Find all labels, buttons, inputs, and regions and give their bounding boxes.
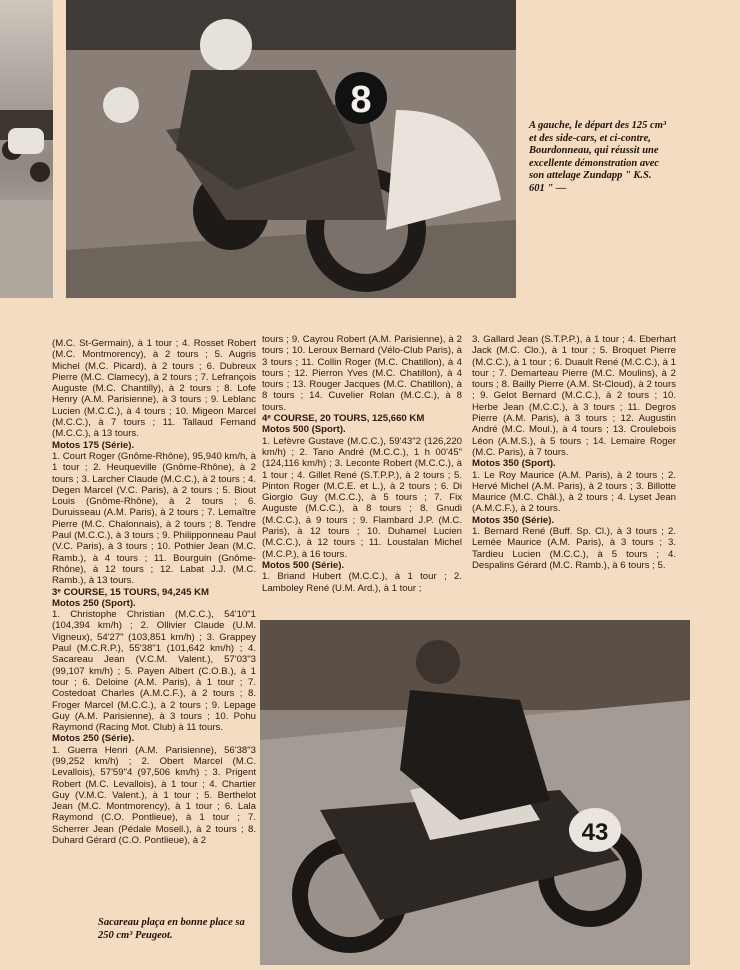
race-heading: 4ᵉ COURSE, 20 TOURS, 125,660 KM [262,413,425,425]
category-heading: Motos 500 (Série). [262,559,345,571]
race-number-8: 8 [350,79,372,121]
results-column-1 [52,338,256,846]
results-paragraph: 1. Christophe Christian (M.C.C.), 54'10"1 (104,394 km/h) ; 2. Ollivier Claude (U.M. Vigneux), 54'27" (103,851 km/h) ; 3. Grappey Paul (M.C.R.P.), 55'38"1 (101,642 km/h) ; 4. Sacareau Jean (V.C.M. Valent.), 57'03"3 (99,107 km/h) ; 5. Payen Albert (C.O.B.), à 1 tour ; 6. Deloine (A.M. Paris), à 1 tour ; 7. Costedoat Charles (A.M.C.F.), à 2 tours ; 8. Froger Marcel (M.C.C.), à 2 tours ; 9. Lepage Guy (A.M. Parisienne), à 3 tours ; 10. Pohu Raymond (Racing Mot. Club) à 11 tours. [52,609,256,734]
results-paragraph: 1. Le Roy Maurice (A.M. Paris), à 2 tours ; 2. Hervé Michel (A.M. Paris), à 2 tours ; 3. Billotte Maurice (M.C. Châl.), à 2 tours ; 4. Lyset Jean (A.M.C.F.), à 2 tours. [472,469,676,515]
results-column-2 [262,334,462,594]
results-paragraph: tours ; 9. Cayrou Robert (A.M. Parisienne), à 2 tours ; 10. Leroux Bernard (Vélo-Club Paris), à 3 tours ; 11. Collin Roger (M.C. Chatillon), à 4 tours ; 12. Pierron Yves (M.C. Chatillon), à 4 tours ; 13. Rouger Jacques (M.C. Chatillon), à 8 tours ; 14. Cuvelier Rolan (M.C.C.), à 8 tours. [262,334,462,413]
photo-sacareau-peugeot [260,620,690,965]
results-paragraph: 1. Court Roger (Gnôme-Rhône), 95,940 km/h, à 1 tour ; 2. Heuqueville (Gnôme-Rhône), à 2 tours ; 3. Larcher Claude (M.C.C.), à 2 tours ; 4. Degen Marcel (V.C. Paris), à 2 tours ; 5. Biout Louis (Gnôme-Rhône), à 2 tours ; 6. Duruisseau (A.M. Paris), à 2 tours ; 7. Lemaître Pierre (M.C. Chalonnais), à 2 tours ; 8. Tendre Paul (M.C.C.), à 3 tours ; 9. Philipponneau Paul (V.C. Paris), à 3 tours ; 10. Pothier Jean (M.C. Ramb.), à 4 tours ; 11. Bourguin (Gnôme-Rhône), à 12 tours ; 12. Labat J.J. (M.C. Ramb.), à 13 tours. [52,450,256,587]
results-paragraph: 1. Guerra Henri (A.M. Parisienne), 56'38"3 (99,252 km/h) ; 2. Obert Marcel (M.C. Levallois), 57'59"4 (97,506 km/h) ; 3. Prigent Robert (M.C. Levallois), à 1 tour ; 4. Chartier Guy (V.M.C. Valent.), à 1 tour ; 5. Berthelot Jean (M.C. Montmorency), à 1 tour ; 6. Lala Raymond (C.O. Pontlieue), à 1 tour ; 7. Scherrer Jean (Pédale Mosell.), à 2 tours ; 8. Duhard Gérard (C.O. Pontlieue), à 2 [52,744,256,847]
results-paragraph: 1. Bernard René (Buff. Sp. Cl.), à 3 tours ; 2. Lemée Maurice (A.M. Paris), à 3 tours ; 3. Tardieu Lucien (M.C.C.), à 5 tours ; 4. Despalins Gérard (M.C. Ramb.), à 6 tours ; 5. [472,526,676,571]
category-heading: Motos 175 (Série). [52,439,135,451]
category-heading: Motos 250 (Série). [52,733,135,745]
results-column-3 [472,334,676,571]
caption-sidecar: A gauche, le départ des 125 cm³ et des side-cars, et ci-contre, Bourdonneau, qui réussit une excellente démonstration avec son attelage Zundapp " K.S. 601 " — [529,120,667,194]
race-number-43: 43 [581,819,609,846]
results-paragraph: 3. Gallard Jean (S.T.P.P.), à 1 tour ; 4. Eberhart Jack (M.C. Clo.), à 1 tour ; 5. Broquet Pierre (M.C.C.), à 1 tour ; 6. Duault René (M.C.C.), à 1 tour ; 7. Demarteau Pierre (M.C. Moulins), à 2 tours ; 8. Bailly Pierre (A.M. St-Cloud), à 2 tours ; 9. Gelot Bernard (M.C.C.), à 2 tours ; 10. Herbe Jean (M.C.C.), à 3 tours ; 11. Degros Pierre (A.M. Paris), à 3 tours ; 12. Augustin André (M.C. Moul.), à 4 tours ; 13. Croulebois Léon (A.M.S.), à 5 tours ; 14. Lemaire Roger (M.C. Paris), à 7 tours. [472,334,676,458]
race-heading: 3ᵉ COURSE, 15 TOURS, 94,245 KM [52,586,209,598]
category-heading: Motos 250 (Sport). [52,597,136,609]
caption-sacareau: Sacareau plaça en bonne place sa 250 cm³ Peugeot. [98,917,245,941]
category-heading: Motos 350 (Série). [472,514,555,526]
category-heading: Motos 500 (Sport). [262,424,346,436]
results-paragraph: 1. Lefèvre Gustave (M.C.C.), 59'43"2 (126,220 km/h) ; 2. Tano André (M.C.C.), 1 h 00'45" (124,116 km/h) ; 3. Leconte Robert (M.C.C.), à 1 tour ; 4. Gillet René (S.T.P.P.), à 2 tours ; 5. Pinton Roger (M.C.E. et L.), à 2 tours ; 6. Di Giorgio Guy (M.C.C.), à 5 tours ; 7. Fix Auguste (M.C.C.), à 8 tours ; 8. Gnudi (M.C.C.), à 9 tours ; 9. Flambard J.P. (M.C. Paris), à 12 tours ; 10. Duhamel Lucien (M.C.C.), à 12 tours ; 11. Loustalan Michel (M.C.P.), à 16 tours. [262,435,462,560]
results-paragraph: (M.C. St-Germain), à 1 tour ; 4. Rosset Robert (M.C. Montmorency), à 2 tours ; 5. Augris Michel (M.C. Picard), à 2 tours ; 6. Dubreux Pierre (M.C. Clamecy), à 2 tours ; 7. Lefrançois Auguste (M.C. Chantilly), à 2 tours ; 8. Lofe Henry (A.M. Parisienne), à 3 tours ; 9. Leblanc Lucien (M.C.C.), à 4 tours ; 10. Migeon Marcel (M.C.C.), à 7 tours ; 11. Tallaud Fernand (M.C.C.), à 13 tours. [52,338,256,440]
photo-sidecar-bourdonneau [66,0,516,298]
results-paragraph: 1. Briand Hubert (M.C.C.), à 1 tour ; 2. Lamboley René (U.M. Ard.), à 1 tour ; [262,571,462,594]
category-heading: Motos 350 (Sport). [472,458,556,470]
photo-125cc-start [0,0,53,298]
